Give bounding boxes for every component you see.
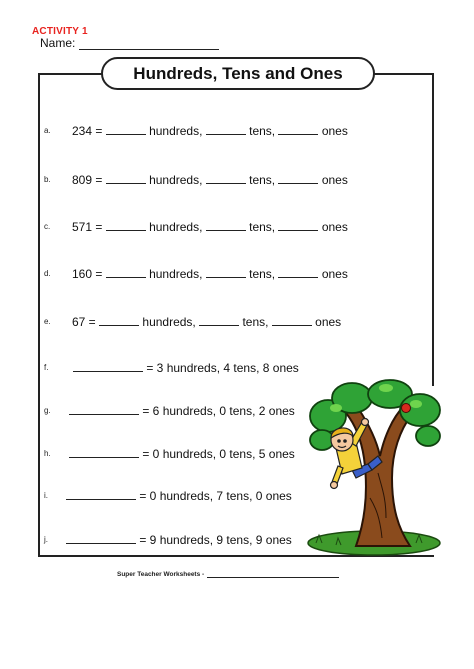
problem-letter: i. — [44, 491, 48, 500]
name-row — [40, 36, 219, 50]
tens-blank[interactable] — [206, 218, 246, 231]
problem-text — [72, 265, 348, 283]
ones-blank[interactable] — [272, 313, 312, 326]
tens-word: tens, — [242, 315, 269, 329]
tens-blank[interactable] — [206, 171, 246, 184]
problem-text — [72, 171, 348, 189]
page-title: Hundreds, Tens and Ones — [133, 63, 343, 83]
problem-row — [0, 171, 474, 191]
place-values: = 3 hundreds, 4 tens, 8 ones — [146, 361, 299, 375]
problem-row — [0, 313, 474, 333]
problem-letter: b. — [44, 175, 51, 184]
problem-text — [66, 487, 292, 505]
number-blank[interactable] — [66, 487, 136, 500]
problem-text — [69, 402, 295, 420]
problem-number: 809 = — [72, 173, 103, 187]
name-field[interactable] — [79, 37, 219, 50]
hundreds-word: hundreds, — [149, 220, 203, 234]
tens-blank[interactable] — [206, 122, 246, 135]
tens-blank[interactable] — [199, 313, 239, 326]
problem-row — [0, 265, 474, 285]
problem-row — [0, 122, 474, 142]
problem-letter: h. — [44, 449, 51, 458]
ones-word: ones — [321, 220, 348, 234]
activity-label: ACTIVITY 1 — [32, 26, 88, 37]
number-blank[interactable] — [66, 531, 136, 544]
problem-letter: d. — [44, 269, 51, 278]
problem-letter: a. — [44, 126, 51, 135]
place-values: = 0 hundreds, 7 tens, 0 ones — [139, 489, 292, 503]
problem-letter: c. — [44, 222, 51, 231]
hundreds-blank[interactable] — [99, 313, 139, 326]
problem-text — [69, 445, 295, 463]
ones-blank[interactable] — [278, 218, 318, 231]
footer-blank[interactable] — [207, 570, 339, 578]
problem-row — [0, 218, 474, 238]
problem-letter: j. — [44, 535, 48, 544]
hundreds-blank[interactable] — [106, 265, 146, 278]
problem-row — [0, 359, 474, 379]
place-values: = 9 hundreds, 9 tens, 9 ones — [139, 533, 292, 547]
hundreds-blank[interactable] — [106, 122, 146, 135]
ones-word: ones — [321, 267, 348, 281]
ones-word: ones — [321, 124, 348, 138]
tens-word: tens, — [249, 173, 276, 187]
name-label: Name: — [40, 36, 76, 50]
problem-number: 160 = — [72, 267, 103, 281]
place-values: = 0 hundreds, 0 tens, 5 ones — [142, 447, 295, 461]
hundreds-blank[interactable] — [106, 171, 146, 184]
footer-label: Super Teacher Worksheets - — [117, 571, 205, 578]
problem-letter: g. — [44, 406, 51, 415]
problem-text — [72, 313, 341, 331]
tens-word: tens, — [249, 124, 276, 138]
number-blank[interactable] — [69, 445, 139, 458]
ones-word: ones — [315, 315, 342, 329]
problem-text — [66, 531, 292, 549]
tens-word: tens, — [249, 220, 276, 234]
title-banner — [101, 57, 375, 90]
problem-text — [72, 122, 348, 140]
ones-word: ones — [321, 173, 348, 187]
problem-text — [73, 359, 299, 377]
footer — [117, 570, 339, 578]
ones-blank[interactable] — [278, 265, 318, 278]
problem-text — [72, 218, 348, 236]
hundreds-word: hundreds, — [149, 173, 203, 187]
problem-letter: e. — [44, 317, 51, 326]
hundreds-blank[interactable] — [106, 218, 146, 231]
hundreds-word: hundreds, — [149, 267, 203, 281]
number-blank[interactable] — [69, 402, 139, 415]
number-blank[interactable] — [73, 359, 143, 372]
tens-blank[interactable] — [206, 265, 246, 278]
problem-number: 67 = — [72, 315, 96, 329]
hundreds-word: hundreds, — [142, 315, 196, 329]
ones-blank[interactable] — [278, 122, 318, 135]
place-values: = 6 hundreds, 0 tens, 2 ones — [142, 404, 295, 418]
problem-number: 571 = — [72, 220, 103, 234]
tens-word: tens, — [249, 267, 276, 281]
boy-climbing-tree-icon — [306, 378, 442, 556]
problem-number: 234 = — [72, 124, 103, 138]
hundreds-word: hundreds, — [149, 124, 203, 138]
problem-letter: f. — [44, 363, 49, 372]
ones-blank[interactable] — [278, 171, 318, 184]
